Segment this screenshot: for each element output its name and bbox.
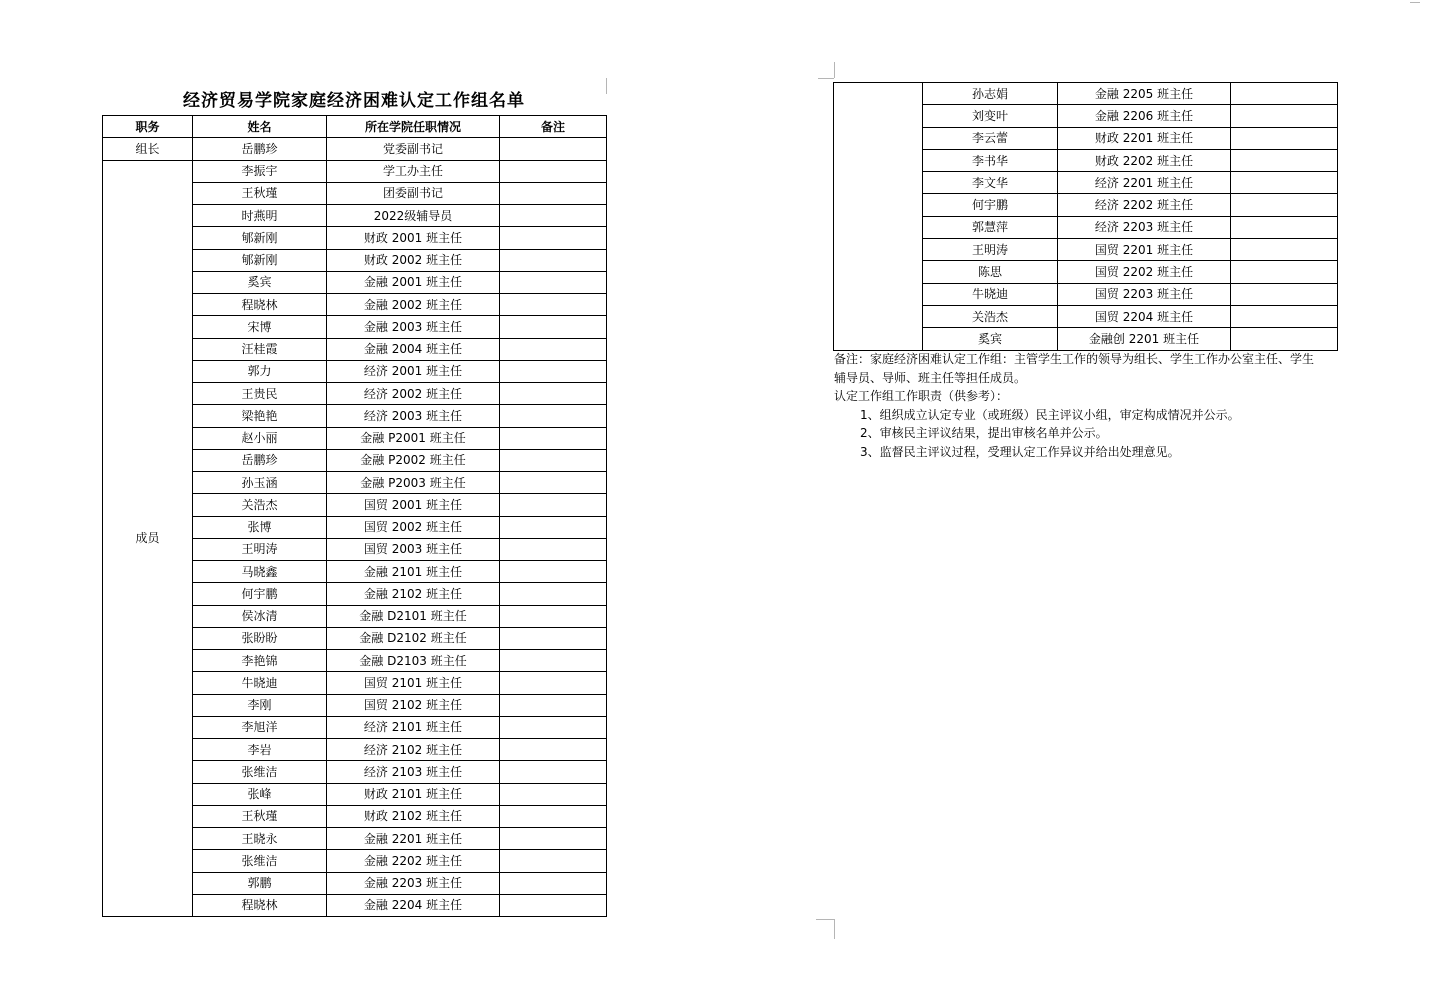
member-position: 金融 2201 班主任 [327, 828, 500, 850]
member-position: 财政 2202 班主任 [1058, 149, 1231, 171]
member-position: 国贸 2203 班主任 [1058, 283, 1231, 305]
member-name: 郇新刚 [193, 227, 327, 249]
member-remark [500, 227, 607, 249]
member-name: 张峰 [193, 783, 327, 805]
crop-mark [590, 78, 607, 94]
member-name: 孙玉涵 [193, 472, 327, 494]
member-remark [500, 716, 607, 738]
member-remark [500, 761, 607, 783]
member-name: 程晓林 [193, 894, 327, 916]
member-position: 团委副书记 [327, 182, 500, 204]
member-remark [500, 494, 607, 516]
member-name: 王贵民 [193, 383, 327, 405]
member-name: 侯冰清 [193, 605, 327, 627]
member-position: 金融 2102 班主任 [327, 583, 500, 605]
member-remark [1231, 105, 1338, 127]
member-name: 李振宇 [193, 160, 327, 182]
member-position: 金融 D2103 班主任 [327, 650, 500, 672]
member-remark [1231, 239, 1338, 261]
member-name: 张博 [193, 516, 327, 538]
member-position: 财政 2102 班主任 [327, 805, 500, 827]
member-position: 金融 2204 班主任 [327, 894, 500, 916]
member-name: 王秋瑾 [193, 805, 327, 827]
member-position: 财政 2001 班主任 [327, 227, 500, 249]
member-remark [500, 694, 607, 716]
member-position: 金融 D2101 班主任 [327, 605, 500, 627]
roster-body-continued [834, 83, 1338, 351]
member-name: 赵小丽 [193, 427, 327, 449]
member-position: 经济 2201 班主任 [1058, 172, 1231, 194]
member-position: 经济 2103 班主任 [327, 761, 500, 783]
member-position: 经济 2003 班主任 [327, 405, 500, 427]
member-name: 张维洁 [193, 761, 327, 783]
member-position: 金融 2002 班主任 [327, 294, 500, 316]
crop-mark [818, 78, 834, 79]
member-name: 王秋瑾 [193, 182, 327, 204]
leader-role: 组长 [103, 138, 193, 160]
member-position: 国贸 2003 班主任 [327, 538, 500, 560]
header-position: 所在学院任职情况 [327, 116, 500, 138]
member-remark [500, 672, 607, 694]
roster-table [102, 115, 607, 917]
member-remark [500, 894, 607, 916]
member-name: 程晓林 [193, 294, 327, 316]
member-remark [500, 605, 607, 627]
member-remark [500, 739, 607, 761]
member-position: 金融 2004 班主任 [327, 338, 500, 360]
member-position: 国贸 2001 班主任 [327, 494, 500, 516]
member-remark [500, 360, 607, 382]
member-position: 国贸 2002 班主任 [327, 516, 500, 538]
table-header-row [103, 116, 607, 138]
member-position: 2022级辅导员 [327, 205, 500, 227]
member-remark [500, 650, 607, 672]
member-name: 陈思 [923, 261, 1058, 283]
member-remark [500, 160, 607, 182]
roster-body [103, 138, 607, 917]
member-position: 金融 2206 班主任 [1058, 105, 1231, 127]
member-position: 金融 2001 班主任 [327, 271, 500, 293]
member-remark [500, 449, 607, 471]
member-position: 国贸 2204 班主任 [1058, 305, 1231, 327]
member-name: 李旭洋 [193, 716, 327, 738]
member-name: 孙志娟 [923, 83, 1058, 105]
leader-remark [500, 138, 607, 160]
member-remark [500, 338, 607, 360]
member-remark [500, 294, 607, 316]
member-name: 关浩杰 [193, 494, 327, 516]
duty-item: 2、审核民主评议结果，提出审核名单并公示。 [860, 426, 1108, 440]
member-name: 李岩 [193, 739, 327, 761]
member-name: 李刚 [193, 694, 327, 716]
member-remark [1231, 194, 1338, 216]
member-position: 金融 2203 班主任 [327, 872, 500, 894]
member-position: 国贸 2201 班主任 [1058, 239, 1231, 261]
member-remark [500, 627, 607, 649]
member-remark [1231, 283, 1338, 305]
member-position: 国贸 2101 班主任 [327, 672, 500, 694]
member-name: 刘变叶 [923, 105, 1058, 127]
member-name: 李文华 [923, 172, 1058, 194]
member-remark [500, 316, 607, 338]
member-remark [500, 427, 607, 449]
member-position: 经济 2002 班主任 [327, 383, 500, 405]
member-remark [500, 516, 607, 538]
member-name: 王晓永 [193, 828, 327, 850]
table-row-leader [103, 138, 607, 160]
member-name: 岳鹏珍 [193, 449, 327, 471]
member-name: 张盼盼 [193, 627, 327, 649]
member-name: 李艳锦 [193, 650, 327, 672]
member-remark [500, 805, 607, 827]
member-name: 奚宾 [193, 271, 327, 293]
header-name: 姓名 [193, 116, 327, 138]
member-remark [500, 850, 607, 872]
member-name: 梁艳艳 [193, 405, 327, 427]
member-position: 经济 2202 班主任 [1058, 194, 1231, 216]
member-position: 金融创 2201 班主任 [1058, 328, 1231, 350]
member-position: 金融 P2001 班主任 [327, 427, 500, 449]
member-remark [500, 249, 607, 271]
member-position: 财政 2101 班主任 [327, 783, 500, 805]
member-remark [500, 205, 607, 227]
member-remark [500, 561, 607, 583]
member-name: 李书华 [923, 149, 1058, 171]
member-position: 金融 2101 班主任 [327, 561, 500, 583]
member-position: 财政 2201 班主任 [1058, 127, 1231, 149]
member-remark [500, 472, 607, 494]
duty-item: 3、监督民主评议过程，受理认定工作异议并给出处理意见。 [860, 444, 1180, 459]
remark-line-2: 辅导员、导师、班主任等担任成员。 [834, 370, 1027, 385]
header-remark: 备注 [500, 116, 607, 138]
member-remark [500, 872, 607, 894]
member-name: 李云蕾 [923, 127, 1058, 149]
member-position: 财政 2002 班主任 [327, 249, 500, 271]
member-name: 时燕明 [193, 205, 327, 227]
member-name: 郇新刚 [193, 249, 327, 271]
header-role: 职务 [103, 116, 193, 138]
member-remark [500, 182, 607, 204]
member-name: 牛晓迪 [923, 283, 1058, 305]
member-remark [1231, 127, 1338, 149]
member-name: 汪桂霞 [193, 338, 327, 360]
member-name: 关浩杰 [923, 305, 1058, 327]
duties-heading: 认定工作组工作职责（供参考）： [834, 389, 1009, 403]
member-name: 宋博 [193, 316, 327, 338]
member-position: 金融 D2102 班主任 [327, 627, 500, 649]
crop-mark [834, 919, 835, 939]
duty-item: 1、组织成立认定专业（或班级）民主评议小组，审定构成情况并公示。 [860, 407, 1240, 422]
member-position: 国贸 2102 班主任 [327, 694, 500, 716]
member-remark [1231, 149, 1338, 171]
crop-mark [816, 919, 834, 920]
member-remark [500, 538, 607, 560]
member-remark [500, 271, 607, 293]
member-remark [1231, 172, 1338, 194]
table-row [834, 83, 1338, 105]
member-remark [500, 828, 607, 850]
member-position: 金融 P2002 班主任 [327, 449, 500, 471]
member-name: 奚宾 [923, 328, 1058, 350]
member-name: 牛晓迪 [193, 672, 327, 694]
member-name: 郭鹏 [193, 872, 327, 894]
member-remark [1231, 305, 1338, 327]
member-remark [500, 405, 607, 427]
member-remark [1231, 328, 1338, 350]
member-position: 金融 P2003 班主任 [327, 472, 500, 494]
member-name: 郭慧萍 [923, 216, 1058, 238]
members-role: 成员 [103, 160, 193, 917]
members-role-continued [834, 83, 923, 351]
member-name: 王明涛 [193, 538, 327, 560]
member-position: 国贸 2202 班主任 [1058, 261, 1231, 283]
leader-name: 岳鹏珍 [193, 138, 327, 160]
crop-mark [1410, 2, 1420, 3]
table-row [103, 160, 607, 182]
member-name: 马晓鑫 [193, 561, 327, 583]
document-title: 经济贸易学院家庭经济困难认定工作组名单 [183, 91, 525, 111]
member-remark [500, 783, 607, 805]
member-name: 张维洁 [193, 850, 327, 872]
member-name: 郭力 [193, 360, 327, 382]
member-position: 经济 2102 班主任 [327, 739, 500, 761]
roster-table-continued [833, 82, 1338, 351]
member-name: 王明涛 [923, 239, 1058, 261]
member-position: 经济 2101 班主任 [327, 716, 500, 738]
leader-position: 党委副书记 [327, 138, 500, 160]
member-remark [1231, 261, 1338, 283]
member-name: 何宇鹏 [923, 194, 1058, 216]
member-position: 经济 2001 班主任 [327, 360, 500, 382]
member-remark [1231, 83, 1338, 105]
member-position: 金融 2003 班主任 [327, 316, 500, 338]
member-name: 何宇鹏 [193, 583, 327, 605]
member-position: 金融 2202 班主任 [327, 850, 500, 872]
notes-section [834, 350, 1340, 461]
member-remark [500, 583, 607, 605]
member-position: 经济 2203 班主任 [1058, 216, 1231, 238]
remark-line-1: 备注：家庭经济困难认定工作组：主管学生工作的领导为组长、学生工作办公室主任、学生 [834, 352, 1315, 366]
member-remark [1231, 216, 1338, 238]
member-position: 金融 2205 班主任 [1058, 83, 1231, 105]
member-remark [500, 383, 607, 405]
crop-mark [834, 62, 835, 78]
member-position: 学工办主任 [327, 160, 500, 182]
